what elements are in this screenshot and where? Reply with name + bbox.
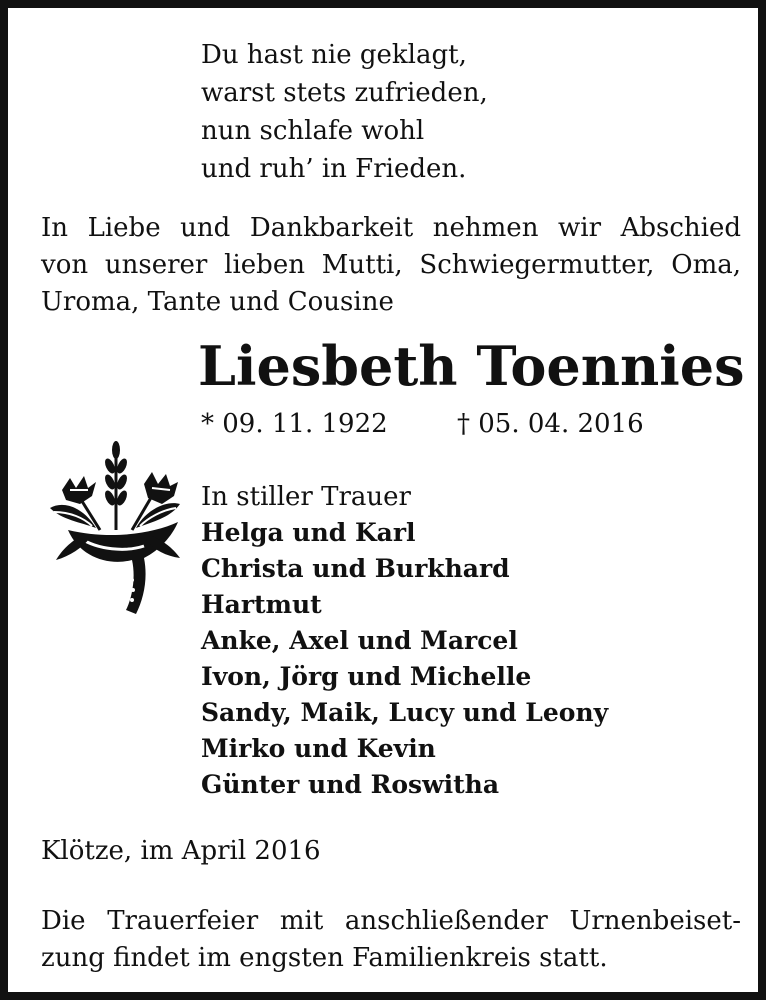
funeral-line: zung findet im engsten Familienkreis statt. — [41, 943, 608, 973]
deceased-name: Liesbeth Toennies — [198, 334, 745, 398]
mourner: Anke, Axel und Marcel — [201, 626, 518, 655]
mourning-heading: In stiller Trauer — [201, 482, 411, 512]
poem-line: warst stets zufrieden, — [201, 78, 488, 108]
poem-line: und ruh’ in Frieden. — [201, 154, 467, 184]
mourner: Mirko und Kevin — [201, 734, 436, 763]
mourner: Helga und Karl — [201, 518, 416, 547]
death-date: † 05. 04. 2016 — [457, 409, 644, 439]
poem-line: Du hast nie geklagt, — [201, 40, 467, 70]
funeral-line: Die Trauerfeier mit anschließender Urnenbeiset- — [41, 906, 741, 936]
intro-line: In Liebe und Dankbarkeit nehmen wir Abschied — [41, 213, 741, 243]
birth-date: * 09. 11. 1922 — [201, 409, 388, 439]
funeral-notice — [41, 903, 741, 977]
poem-line: nun schlafe wohl — [201, 116, 425, 146]
poem — [201, 36, 488, 188]
mourner: Ivon, Jörg und Michelle — [201, 662, 532, 691]
mourners-section — [201, 479, 608, 803]
mourner: Hartmut — [201, 590, 322, 619]
mourner: Günter und Roswitha — [201, 770, 500, 799]
intro-line: von unserer lieben Mutti, Schwiegermutter, Oma, — [41, 250, 741, 280]
mourner: Christa und Burkhard — [201, 554, 510, 583]
intro-line: Uroma, Tante und Cousine — [41, 287, 394, 317]
place-date: Klötze, im April 2016 — [41, 836, 321, 866]
intro-text — [41, 210, 741, 321]
flower-horn-icon — [40, 438, 190, 618]
life-dates — [201, 406, 644, 442]
mourner: Sandy, Maik, Lucy und Leony — [201, 698, 609, 727]
